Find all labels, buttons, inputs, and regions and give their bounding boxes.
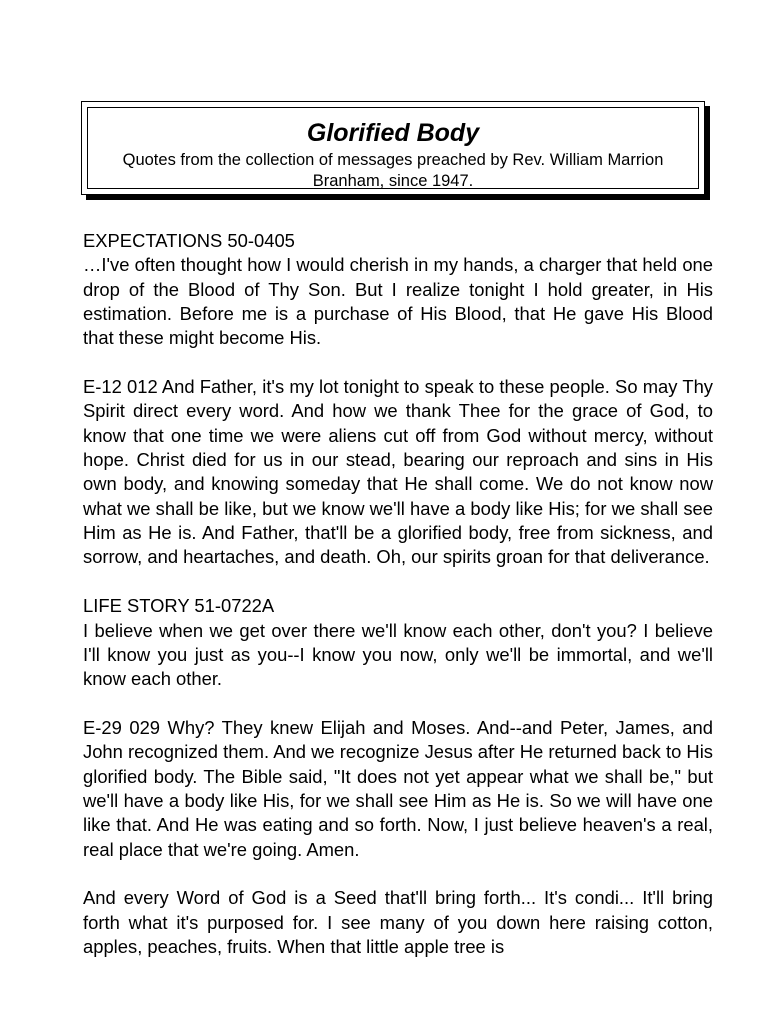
quote-section — [83, 886, 713, 959]
quote-paragraph: And every Word of God is a Seed that'll bring forth... It's condi... It'll bring forth what it's purposed for. I see many of you down here raising cotton, apples, peaches, fruits. When that little apple tree is — [83, 887, 713, 957]
quote-section — [83, 716, 713, 862]
quote-section — [83, 375, 713, 570]
quote-section — [83, 229, 713, 351]
quote-paragraph: I believe when we get over there we'll know each other, don't you? I believe I'll know you just as you--I know you now, only we'll be immortal, and we'll know each other. — [83, 619, 713, 690]
document-title: Glorified Body — [306, 119, 480, 147]
document-body — [83, 229, 713, 984]
title-box — [81, 101, 705, 195]
quote-section — [83, 594, 713, 691]
title-box-inner — [87, 107, 699, 189]
quote-paragraph: E-29 029 Why? They knew Elijah and Moses. And--and Peter, James, and John recognized them. And we recognize Jesus after He returned back to His glorified body. The Bible said, "It does not yet appear what we shall be," but we'll have a body like His, for we shall see Him as He is. So we will have one like that. And He was eating and so forth. Now, I just believe heaven's a real, real place that we're going. Amen. — [83, 716, 713, 860]
document-subtitle: Quotes from the collection of messages preached by Rev. William Marrion Branham, since 1947. — [122, 151, 664, 190]
section-heading: EXPECTATIONS 50-0405 — [83, 230, 295, 251]
section-heading: LIFE STORY 51-0722A — [83, 595, 275, 617]
quote-paragraph: …I've often thought how I would cherish in my hands, a charger that held one drop of the Blood of Thy Son. But I realize tonight I hold greater, in His estimation. Before me is a purchase of His Blood, that He gave His Blood that these might become His. — [83, 254, 713, 349]
quote-paragraph: E-12 012 And Father, it's my lot tonight to speak to these people. So may Thy Spirit direct every word. And how we thank Thee for the grace of God, to know that one time we were aliens cut off from God without mercy, without hope. Christ died for us in our stead, bearing our reproach and sins in His own body, and knowing someday that He shall come. We do not know now what we shall be like, but we know we'll have a body like His; for we shall see Him as He is. And Father, that'll be a glorified body, free from sickness, and sorrow, and heartaches, and death. Oh, our spirits groan for that deliverance. — [83, 376, 713, 568]
